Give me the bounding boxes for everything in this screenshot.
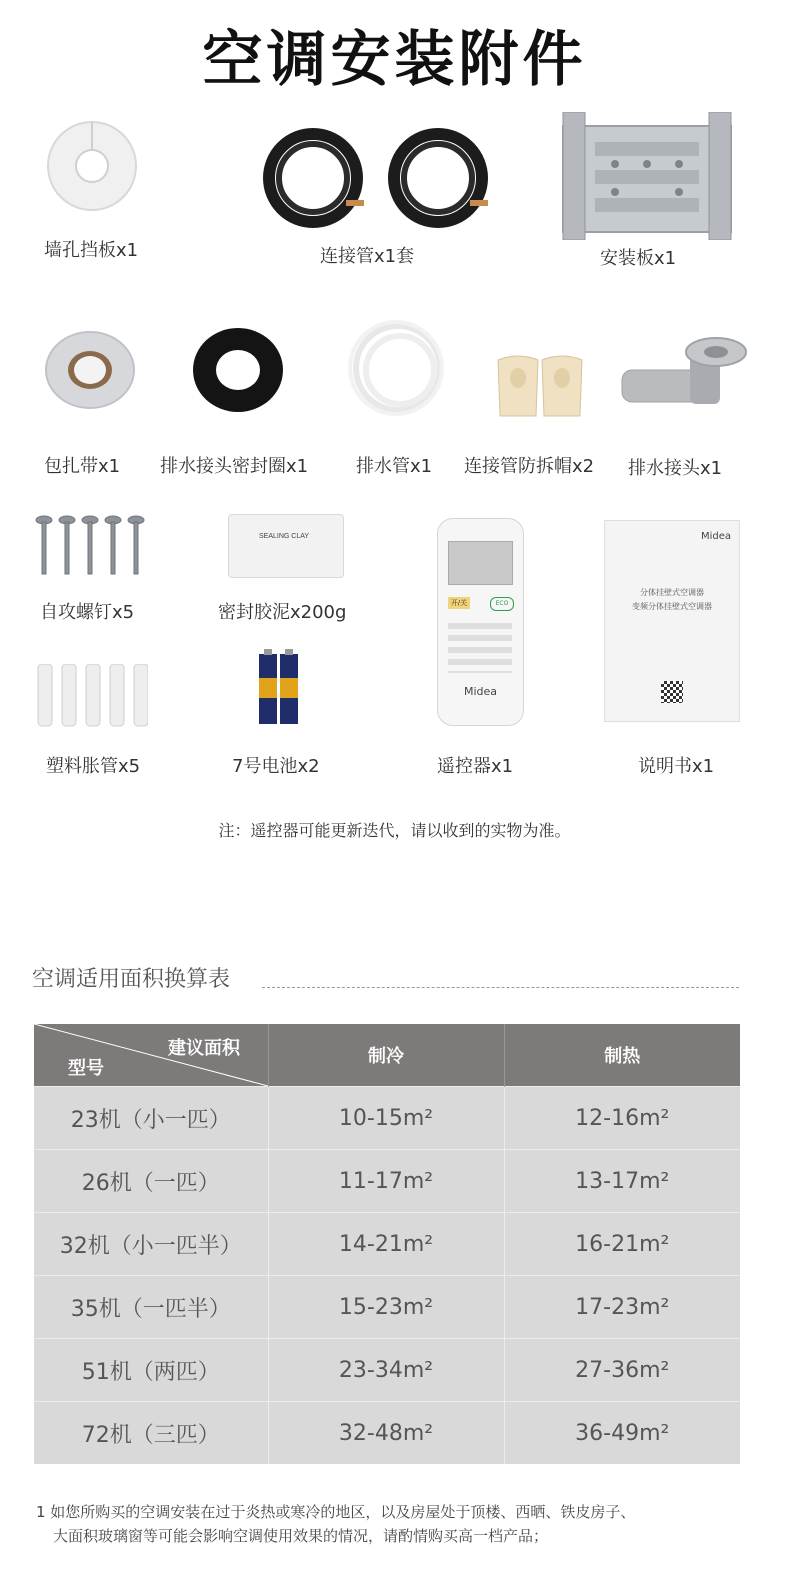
plastic-anchors-image: [36, 664, 148, 728]
cell-heating: 12-16m²: [504, 1087, 740, 1150]
cell-model: 72机（三匹）: [34, 1402, 268, 1465]
accessory-label-manual: 说明书x1: [638, 756, 715, 777]
cell-heating: 13-17m²: [504, 1150, 740, 1213]
cell-cooling: 10-15m²: [268, 1087, 504, 1150]
footnote: [36, 1500, 635, 1548]
accessory-label-remote: 遥控器x1: [437, 756, 514, 777]
manual-qr-code: [661, 681, 683, 703]
cell-model: 51机（两匹）: [34, 1339, 268, 1402]
cell-heating: 27-36m²: [504, 1339, 740, 1402]
remote-brand: Midea: [463, 685, 498, 698]
sealing-clay-image: [228, 514, 344, 578]
remote-power-button: 开/关: [448, 597, 470, 609]
cell-model: 32机（小一匹半）: [34, 1213, 268, 1276]
cell-heating: 17-23m²: [504, 1276, 740, 1339]
footnote-line-1: 1 如您所购买的空调安装在过于炎热或寒冷的地区，以及房屋处于顶楼、西晒、铁皮房子、: [36, 1503, 636, 1521]
aaa-battery-image: [258, 648, 300, 726]
accessory-label-battery: 7号电池x2: [232, 756, 320, 777]
manual-image: [604, 520, 740, 722]
table-row: [34, 1339, 740, 1402]
cell-heating: 16-21m²: [504, 1213, 740, 1276]
manual-brand: Midea: [700, 531, 731, 542]
page-title: 空调安装附件: [202, 25, 587, 95]
anti-tamper-cap-image: [494, 352, 586, 418]
sealing-clay-print: SEALING CLAY: [259, 533, 310, 540]
self-tapping-screws-image: [34, 514, 146, 576]
header-heating: 制热: [504, 1024, 740, 1087]
drain-seal-ring-image: [190, 326, 286, 414]
remote-screen: [448, 541, 513, 585]
cell-cooling: 32-48m²: [268, 1402, 504, 1465]
section-divider: [262, 987, 739, 988]
table-row: [34, 1150, 740, 1213]
accessory-label-drain-hose: 排水管x1: [356, 456, 433, 477]
footnote-line-2: 大面积玻璃窗等可能会影响空调使用效果的情况，请酌情购买高一档产品；: [53, 1527, 549, 1545]
accessory-label-anchors: 塑料胀管x5: [46, 756, 141, 777]
cell-cooling: 23-34m²: [268, 1339, 504, 1402]
cell-cooling: 15-23m²: [268, 1276, 504, 1339]
accessory-label-connecting-pipe: 连接管x1套: [320, 246, 415, 267]
drain-joint-image: [620, 334, 752, 414]
manual-title-line1: 分体挂壁式空调器: [640, 588, 704, 597]
accessory-label-mounting-plate: 安装板x1: [600, 248, 677, 269]
mounting-plate-image: [555, 112, 739, 240]
table-header-corner: [34, 1024, 268, 1087]
remote-control-image: [437, 518, 524, 726]
header-model: 型号: [68, 1058, 104, 1079]
remote-eco-button: ECO: [490, 597, 514, 611]
wrapping-tape-image: [44, 330, 136, 410]
accessory-label-drain-joint: 排水接头x1: [628, 458, 723, 479]
wall-hole-cover-image: [44, 118, 140, 214]
remote-note: 注：遥控器可能更新迭代，请以收到的实物为准。: [218, 821, 571, 840]
cell-cooling: 11-17m²: [268, 1150, 504, 1213]
cell-model: 35机（一匹半）: [34, 1276, 268, 1339]
table-row: [34, 1276, 740, 1339]
cell-cooling: 14-21m²: [268, 1213, 504, 1276]
header-suggested-area: 建议面积: [168, 1038, 240, 1059]
remote-buttons: [448, 617, 512, 673]
accessory-label-sealing-clay: 密封胶泥x200g: [218, 602, 347, 623]
area-conversion-table: [34, 1024, 740, 1464]
header-cooling: 制冷: [268, 1024, 504, 1087]
accessory-label-wrapping-tape: 包扎带x1: [44, 456, 121, 477]
drain-hose-image: [346, 316, 450, 420]
table-row: [34, 1213, 740, 1276]
accessory-label-drain-seal: 排水接头密封圈x1: [160, 456, 309, 477]
table-row: [34, 1087, 740, 1150]
manual-title-line2: 变频分体挂壁式空调器: [632, 602, 712, 611]
accessory-label-anti-tamper-cap: 连接管防拆帽x2: [464, 456, 595, 477]
cell-heating: 36-49m²: [504, 1402, 740, 1465]
table-row: [34, 1402, 740, 1465]
connecting-pipe-image: [258, 124, 498, 232]
area-table-title: 空调适用面积换算表: [32, 967, 231, 992]
accessory-label-screws: 自攻螺钉x5: [40, 602, 135, 623]
cell-model: 23机（小一匹）: [34, 1087, 268, 1150]
accessory-label-wall-cover: 墙孔挡板x1: [44, 240, 139, 261]
cell-model: 26机（一匹）: [34, 1150, 268, 1213]
